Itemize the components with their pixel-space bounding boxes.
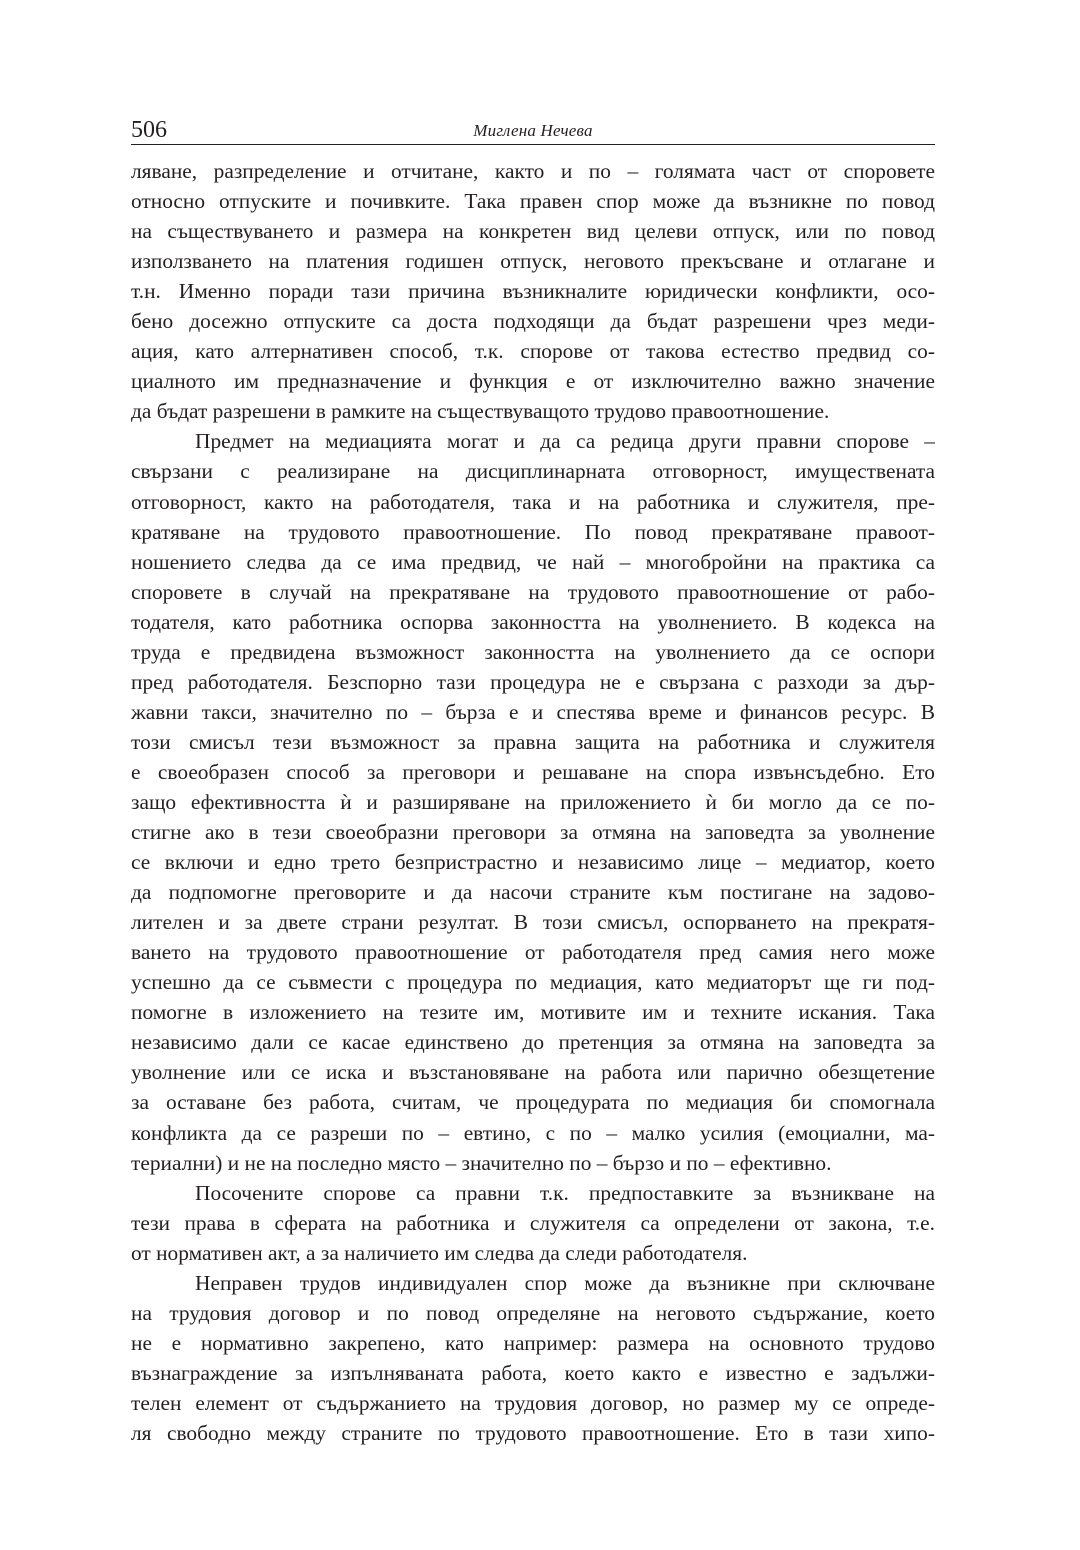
text-line: независимо дали се касае единствено до претенция за отмяна на заповедта за <box>131 1030 935 1055</box>
text-line: споровете в случай на прекратяване на трудовото правоотношение от рабо- <box>131 579 935 604</box>
page-number: 506 <box>131 117 167 143</box>
text-line: защо ефективността ѝ и разширяване на приложението ѝ би могло да се по- <box>131 789 935 814</box>
text-line: на съществуването и размера на конкретен вид целеви отпуск, или по повод <box>131 219 935 244</box>
text-line: ването на трудовото правоотношение от работодателя пред самия него може <box>131 940 935 965</box>
text-line: ношението следва да се има предвид, че най – многобройни на практика са <box>131 549 935 574</box>
text-line: Неправен трудов индивидуален спор може да възникне при сключване <box>195 1270 935 1295</box>
body-text <box>131 156 935 1448</box>
text-line: ляване, разпределение и отчитане, както и по – голямата част от споровете <box>131 159 935 183</box>
paragraph-4 <box>131 1268 935 1448</box>
text-line: жавни такси, значително по – бърза е и спестява време и финансов ресурс. В <box>131 699 935 724</box>
page-header <box>131 116 935 145</box>
text-line: ация, като алтернативен способ, т.к. спорове от такова естество предвид со- <box>131 339 935 364</box>
text-line: тези права в сферата на работника и служителя са определени от закона, т.е. <box>131 1210 935 1235</box>
text-line: труда е предвидена възможност законността на уволнението да се оспори <box>131 639 935 664</box>
paragraph-2 <box>131 426 935 1177</box>
text-line: телен елемент от съдържанието на трудовия договор, но размер му се опреде- <box>131 1390 935 1415</box>
text-line: този смисъл тези възможност за правна защита на работника и служителя <box>131 729 935 754</box>
text-line: да бъдат разрешени в рамките на съществуващото трудово правоотношение. <box>131 399 830 424</box>
paragraph-3 <box>131 1178 935 1268</box>
text-line: не е нормативно закрепено, като например: размера на основното трудово <box>131 1330 935 1355</box>
text-line: помогне в изложението на тезите им, мотивите им и техните искания. Така <box>131 1000 935 1025</box>
text-line: относно отпуските и почивките. Така правен спор може да възникне по повод <box>131 189 935 214</box>
text-line: да подпомогне преговорите и да насочи страните към постигане на задово- <box>131 880 935 905</box>
text-line: тодателя, като работника оспорва законността на уволнението. В кодекса на <box>131 609 935 634</box>
text-line: се включи и едно трето безпристрастно и независимо лице – медиатор, което <box>131 850 935 875</box>
text-line: е своеобразен способ за преговори и решаване на спора извънсъдебно. Ето <box>131 759 935 784</box>
text-line: кратяване на трудовото правоотношение. По повод прекратяване правоот- <box>131 519 935 544</box>
text-line: отговорност, както на работодателя, така и на работника и служителя, пре- <box>131 489 935 514</box>
text-line: лителен и за двете страни резултат. В този смисъл, оспорването на прекратя- <box>131 910 935 935</box>
text-line: ля свободно между страните по трудовото правоотношение. Ето в тази хипо- <box>131 1420 935 1445</box>
text-line: Предмет на медиацията могат и да са редица други правни спорове – <box>195 429 935 454</box>
text-line: успешно да се съвмести с процедура по медиация, като медиаторът ще ги под- <box>131 970 935 995</box>
text-line: бено досежно отпуските са доста подходящи да бъдат разрешени чрез меди- <box>131 309 935 334</box>
text-line: за оставане без работа, считам, че процедурата по медиация би спомогнала <box>131 1090 935 1115</box>
paragraph-1 <box>131 156 935 426</box>
running-head-author: Миглена Нечева <box>473 121 593 140</box>
text-line: стигне ако в тези своеобразни преговори за отмяна на заповедта за уволнение <box>131 820 935 845</box>
text-line: уволнение или се иска и възстановяване на работа или парично обезщетение <box>131 1060 935 1085</box>
text-line: свързани с реализиране на дисциплинарната отговорност, имуществената <box>131 459 935 484</box>
text-line: използването на платения годишен отпуск, неговото прекъсване и отлагане и <box>131 249 935 274</box>
text-line: териални) и не на последно място – значително по – бързо и по – ефективно. <box>131 1150 832 1175</box>
text-line: пред работодателя. Безспорно тази процедура не е свързана с разходи за дър- <box>131 669 935 694</box>
text-line: на трудовия договор и по повод определяне на неговото съдържание, което <box>131 1300 935 1325</box>
text-line: Посочените спорове са правни т.к. предпоставките за възникване на <box>195 1180 935 1205</box>
text-line: конфликта да се разреши по – евтино, с по – малко усилия (емоциални, ма- <box>131 1120 935 1145</box>
text-line: от нормативен акт, а за наличието им следва да следи работодателя. <box>131 1240 748 1265</box>
text-line: циалното им предназначение и функция е от изключително важно значение <box>131 369 935 394</box>
text-line: възнаграждение за изпълняваната работа, което както е известно е задължи- <box>131 1360 935 1385</box>
text-line: т.н. Именно поради тази причина възникналите юридически конфликти, осо- <box>131 279 935 304</box>
